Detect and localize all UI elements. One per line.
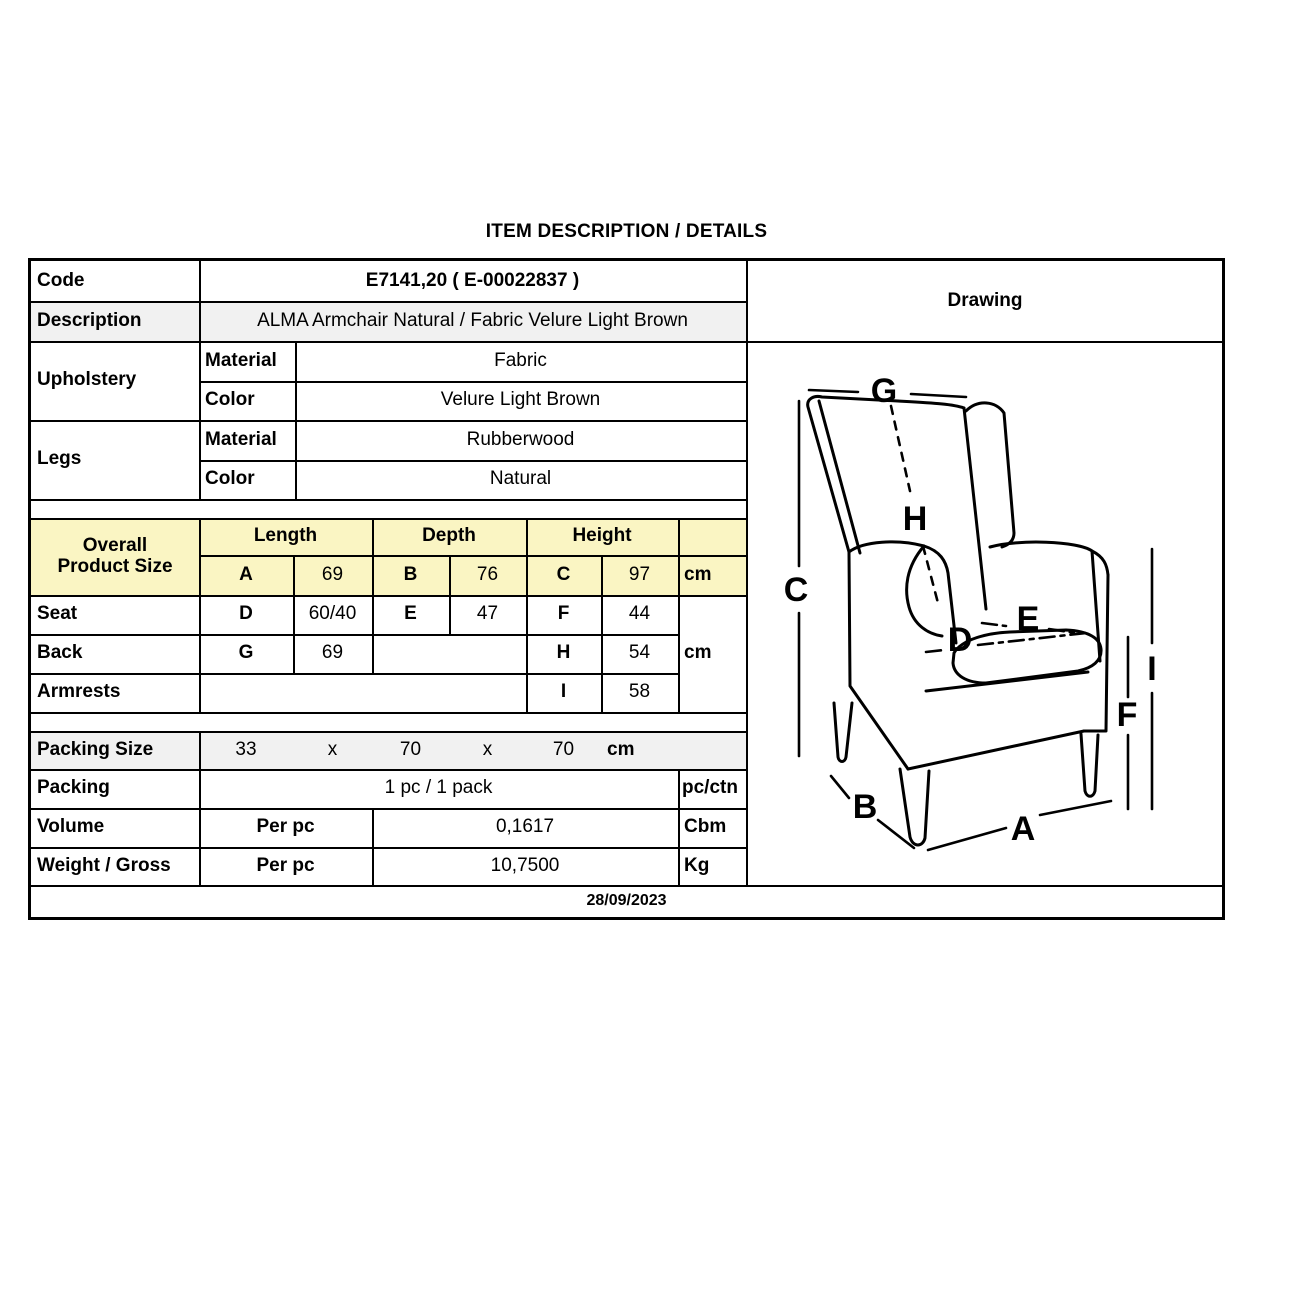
depth-header: Depth <box>422 525 476 547</box>
dim-label-d: D <box>947 621 973 659</box>
description-label: Description <box>37 309 142 331</box>
packing-x-2: x <box>482 738 493 760</box>
packing-size-unit: cm <box>607 738 635 760</box>
description-value: ALMA Armchair Natural / Fabric Velure Light Brown <box>257 309 688 331</box>
dim-label-g: G <box>870 372 898 410</box>
upholstery-material-label: Material <box>205 349 277 371</box>
armchair-drawing <box>748 341 1222 885</box>
dim-label-h: H <box>902 500 928 538</box>
weight-value: 10,7500 <box>490 854 560 876</box>
volume-value: 0,1617 <box>495 816 555 838</box>
packing-dim-3: 70 <box>552 738 575 760</box>
upholstery-color-value: Velure Light Brown <box>440 389 601 411</box>
overall-product-size-label: Overall Product Size <box>57 534 173 577</box>
height-header: Height <box>572 525 632 547</box>
legs-material-value: Rubberwood <box>466 428 575 450</box>
overall-unit: cm <box>684 563 712 585</box>
dim-label-c: C <box>783 571 809 609</box>
dim-key-d: D <box>239 603 253 625</box>
code-value: E7141,20 ( E-00022837 ) <box>365 269 580 291</box>
date-stamp: 28/09/2023 <box>586 892 667 910</box>
volume-per-pc: Per pc <box>256 816 315 838</box>
dimension-labels <box>784 372 1157 848</box>
dimension-lines <box>799 390 1152 850</box>
packing-value: 1 pc / 1 pack <box>384 777 493 799</box>
weight-unit: Kg <box>684 854 710 876</box>
dim-val-i: 58 <box>628 681 651 703</box>
dim-key-f: F <box>557 603 570 625</box>
dim-val-a: 69 <box>321 563 344 585</box>
dim-val-g: 69 <box>321 642 344 664</box>
dim-label-a: A <box>1010 810 1036 848</box>
length-header: Length <box>253 525 318 547</box>
dim-key-a: A <box>239 563 253 585</box>
packing-size-values <box>199 731 746 769</box>
legs-label: Legs <box>37 448 82 470</box>
packing-dim-1: 33 <box>235 738 257 760</box>
packing-x-1: x <box>327 738 338 760</box>
packing-size-label: Packing Size <box>37 738 154 760</box>
table-inner <box>31 261 1222 917</box>
dim-val-c: 97 <box>628 563 651 585</box>
dim-val-h: 54 <box>628 642 651 664</box>
dim-val-f: 44 <box>628 603 651 625</box>
packing-unit: pc/ctn <box>682 777 738 799</box>
dim-label-b: B <box>852 788 878 826</box>
grid-line <box>31 499 746 501</box>
weight-per-pc: Per pc <box>256 854 315 876</box>
dim-val-d: 60/40 <box>308 603 357 625</box>
page-title: ITEM DESCRIPTION / DETAILS <box>485 221 768 242</box>
dim-val-b: 76 <box>476 563 499 585</box>
seat-label: Seat <box>37 603 78 625</box>
rows-unit: cm <box>684 642 712 664</box>
back-label: Back <box>37 642 83 664</box>
upholstery-color-label: Color <box>205 389 255 411</box>
volume-unit: Cbm <box>684 816 727 838</box>
item-details-table <box>28 258 1225 920</box>
dim-label-i: I <box>1147 650 1157 688</box>
packing-dim-2: 70 <box>399 738 422 760</box>
dim-label-e: E <box>1016 600 1040 638</box>
code-label: Code <box>37 269 85 291</box>
dim-key-c: C <box>556 563 571 585</box>
legs-color-value: Natural <box>489 468 552 490</box>
upholstery-material-value: Fabric <box>494 349 547 371</box>
legs-color-label: Color <box>205 468 255 490</box>
dim-key-e: E <box>404 603 417 625</box>
dim-label-f: F <box>1116 696 1138 734</box>
dim-key-b: B <box>403 563 418 585</box>
dim-key-h: H <box>556 642 571 664</box>
upholstery-label: Upholstery <box>37 369 137 391</box>
weight-label: Weight / Gross <box>37 854 171 876</box>
volume-label: Volume <box>37 816 105 838</box>
packing-label: Packing <box>37 777 110 799</box>
grid-line <box>31 712 746 714</box>
armrests-label: Armrests <box>37 681 121 703</box>
dim-key-i: I <box>560 681 567 703</box>
drawing-header: Drawing <box>947 289 1023 311</box>
dim-key-g: G <box>238 642 254 664</box>
legs-material-label: Material <box>205 428 277 450</box>
dim-val-e: 47 <box>476 603 499 625</box>
